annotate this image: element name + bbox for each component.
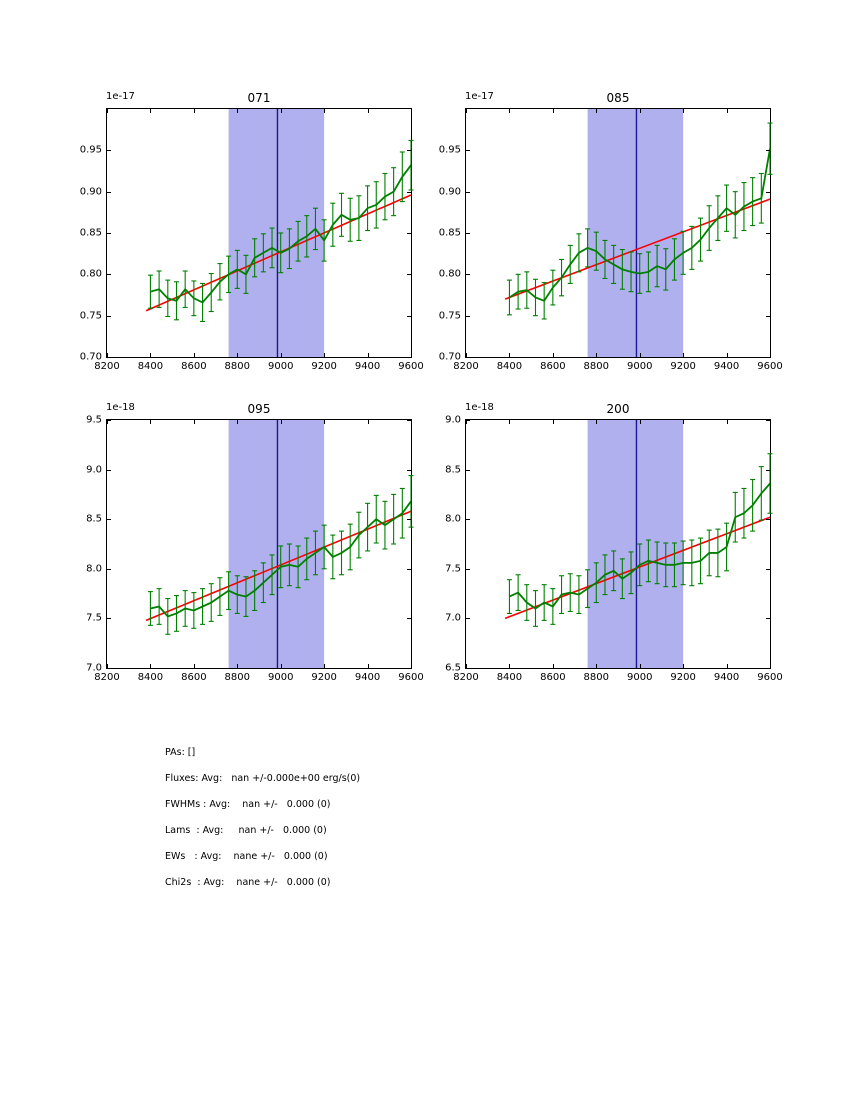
- panel-200-ytick-label: 8.0: [445, 513, 461, 525]
- summary-line-ews: EWs : Avg: nane +/- 0.000 (0): [165, 851, 328, 862]
- panel-200-xtick-label: 9200: [670, 672, 696, 683]
- panel-095-ytick-right: [407, 569, 411, 570]
- panel-095-ytick: [107, 569, 111, 570]
- panel-071-ytick: [107, 150, 111, 151]
- panel-071-ytick-label: 0.90: [79, 186, 102, 198]
- panel-200-ytick: [466, 569, 470, 570]
- panel-085: [438, 91, 783, 372]
- panel-095-ytick-right: [407, 668, 411, 669]
- summary-line-fwhms: FWHMs : Avg: nan +/- 0.000 (0): [165, 799, 331, 810]
- panel-095: [86, 402, 424, 683]
- panel-085-ytick-right: [766, 274, 770, 275]
- panel-071-xtick-top: [368, 109, 369, 113]
- summary-line-pas: PAs: []: [165, 747, 196, 758]
- panel-095-xtick-top: [194, 420, 195, 424]
- panel-071-ytick-label: 0.70: [79, 351, 102, 363]
- panel-095-ytick: [107, 668, 111, 669]
- panel-071-xtick-top: [281, 109, 282, 113]
- panel-085-ytick-label: 0.90: [438, 186, 461, 198]
- panel-200-xtick: [596, 664, 597, 668]
- panel-071-ytick-right: [407, 192, 411, 193]
- panel-095-ytick-right: [407, 618, 411, 619]
- panel-200-xtick-top: [596, 420, 597, 424]
- summary-line-lams: Lams : Avg: nan +/- 0.000 (0): [165, 825, 327, 836]
- panel-200-xtick: [683, 664, 684, 668]
- panel-071-ytick-label: 0.95: [79, 144, 102, 156]
- panel-071-xtick: [194, 353, 195, 357]
- panel-095-xtick-label: 8600: [181, 672, 207, 683]
- panel-085-xtick-label: 8200: [453, 361, 479, 372]
- panel-200-xtick: [727, 664, 728, 668]
- panel-095-xtick: [324, 664, 325, 668]
- panel-085-xtick-label: 8600: [540, 361, 566, 372]
- panel-095-ytick: [107, 519, 111, 520]
- panel-071-ytick-right: [407, 274, 411, 275]
- panel-095-canvas: [107, 420, 411, 668]
- panel-200-plot-area[interactable]: [445, 414, 783, 683]
- panel-095-title: 095: [247, 402, 271, 416]
- panel-071-xtick-label: 9200: [311, 361, 337, 372]
- panel-085-plot-area[interactable]: [438, 108, 783, 372]
- panel-085-canvas: [466, 109, 770, 357]
- panel-095-ytick: [107, 470, 111, 471]
- panel-200-xtick: [509, 664, 510, 668]
- panel-085-xtick: [640, 353, 641, 357]
- panel-200-ytick-label: 7.5: [445, 563, 461, 575]
- panel-095-xtick-label: 9400: [354, 672, 381, 683]
- panel-095-ytick-label: 9.5: [86, 414, 102, 426]
- panel-085-ytick-label: 0.95: [438, 144, 461, 156]
- panel-200-xtick-top: [553, 420, 554, 424]
- panel-085-ytick: [466, 150, 470, 151]
- panel-200-xtick-top: [640, 420, 641, 424]
- panel-200-xtick-label: 8800: [583, 672, 610, 683]
- panel-095-xtick: [107, 664, 108, 668]
- panel-085-ytick: [466, 274, 470, 275]
- panel-085-xtick: [683, 353, 684, 357]
- panel-085-xtick: [596, 353, 597, 357]
- panel-200-xtick-top: [466, 420, 467, 424]
- panel-071-xtick: [368, 353, 369, 357]
- panel-071-xtick-top: [194, 109, 195, 113]
- panel-071-xtick: [150, 353, 151, 357]
- panel-095-ytick-label: 8.0: [86, 563, 102, 575]
- panel-200-xtick-label: 9600: [757, 672, 783, 683]
- panel-071-ytick-label: 0.85: [79, 227, 102, 239]
- panel-095-xtick-label: 9600: [398, 672, 424, 683]
- panel-085-xtick-label: 9600: [757, 361, 783, 372]
- panel-200-xtick-label: 8200: [453, 672, 479, 683]
- panel-071-ytick: [107, 233, 111, 234]
- panel-085-xtick-label: 9400: [713, 361, 740, 372]
- panel-085-ytick-right: [766, 357, 770, 358]
- panel-200-title: 200: [606, 402, 630, 416]
- panel-200-ytick-right: [766, 569, 770, 570]
- panel-095-xtick-top: [281, 420, 282, 424]
- panel-085-xtick-label: 8400: [496, 361, 523, 372]
- panel-200-xtick: [553, 664, 554, 668]
- panel-085-offset-label: 1e-17: [465, 91, 494, 102]
- panel-085-xtick-top: [509, 109, 510, 113]
- panel-071-xtick-top: [237, 109, 238, 113]
- panel-200-xtick-label: 8600: [540, 672, 566, 683]
- panel-095-ytick-right: [407, 470, 411, 471]
- panel-095-ytick-right: [407, 519, 411, 520]
- panel-071-xtick-label: 9600: [398, 361, 424, 372]
- summary-line-fluxes: Fluxes: Avg: nan +/-0.000e+00 erg/s(0): [165, 773, 361, 784]
- panel-200-ytick: [466, 668, 470, 669]
- panel-095-xtick-top: [324, 420, 325, 424]
- panel-071-ytick-right: [407, 150, 411, 151]
- panel-095-xtick-label: 8800: [224, 672, 251, 683]
- panel-071-offset-label: 1e-17: [106, 91, 135, 102]
- panel-085-xtick-label: 9000: [626, 361, 653, 372]
- panel-095-xtick: [150, 664, 151, 668]
- panel-085-xtick-top: [727, 109, 728, 113]
- panel-071-ytick: [107, 357, 111, 358]
- panel-071-xtick-top: [411, 109, 412, 113]
- panel-085-xtick-top: [640, 109, 641, 113]
- panel-085-ytick-right: [766, 233, 770, 234]
- panel-200-ytick-right: [766, 668, 770, 669]
- panel-071-ytick-right: [407, 233, 411, 234]
- panel-071-canvas: [107, 109, 411, 357]
- panel-200-xtick: [770, 664, 771, 668]
- panel-200-ytick-label: 8.5: [445, 464, 461, 476]
- panel-085-ytick-label: 0.75: [438, 310, 461, 322]
- summary-text-block: [165, 740, 360, 896]
- panel-071-xtick: [237, 353, 238, 357]
- panel-085-xtick: [509, 353, 510, 357]
- panel-095-xtick: [368, 664, 369, 668]
- panel-200-ytick: [466, 618, 470, 619]
- panel-085-ytick: [466, 316, 470, 317]
- panel-095-xtick: [281, 664, 282, 668]
- panel-085-xtick-top: [770, 109, 771, 113]
- panel-200-ytick-right: [766, 618, 770, 619]
- panel-085-ytick-right: [766, 192, 770, 193]
- panel-071: [79, 91, 424, 372]
- panel-200: [445, 402, 783, 683]
- panel-071-xtick: [281, 353, 282, 357]
- panel-085-xtick-label: 8800: [583, 361, 610, 372]
- panel-200-xtick-label: 8400: [496, 672, 523, 683]
- panel-071-ytick: [107, 192, 111, 193]
- panel-095-xtick-label: 8200: [94, 672, 120, 683]
- panel-200-xtick-top: [683, 420, 684, 424]
- panel-095-ytick-label: 9.0: [86, 464, 102, 476]
- panel-071-plot-area[interactable]: [79, 108, 424, 372]
- panel-085-ytick-label: 0.70: [438, 351, 461, 363]
- panel-071-xtick-label: 8600: [181, 361, 207, 372]
- panel-095-xtick-label: 9200: [311, 672, 337, 683]
- panel-085-shaded-band: [588, 109, 684, 357]
- panel-095-shaded-band: [229, 420, 325, 668]
- panel-200-xtick-top: [509, 420, 510, 424]
- panel-085-ytick-label: 0.85: [438, 227, 461, 239]
- panel-095-ytick-label: 7.0: [86, 662, 102, 674]
- summary-line-chi2s: Chi2s : Avg: nane +/- 0.000 (0): [165, 877, 331, 888]
- panel-071-xtick: [324, 353, 325, 357]
- panel-085-ytick: [466, 233, 470, 234]
- panel-071-xtick: [107, 353, 108, 357]
- panel-200-xtick: [640, 664, 641, 668]
- panel-085-xtick-top: [596, 109, 597, 113]
- panel-200-ytick-label: 9.0: [445, 414, 461, 426]
- panel-085-ytick: [466, 357, 470, 358]
- panel-200-ytick-label: 7.0: [445, 612, 461, 624]
- panel-071-xtick-label: 8400: [137, 361, 164, 372]
- panel-085-xtick: [727, 353, 728, 357]
- panel-085-ytick: [466, 192, 470, 193]
- panel-085-xtick: [770, 353, 771, 357]
- panel-095-ytick: [107, 618, 111, 619]
- panel-095-xtick-top: [237, 420, 238, 424]
- panel-071-ytick-label: 0.80: [79, 268, 102, 280]
- panel-095-xtick-top: [368, 420, 369, 424]
- panel-095-xtick-top: [150, 420, 151, 424]
- panel-085-title: 085: [606, 91, 630, 105]
- panel-095-xtick-top: [411, 420, 412, 424]
- panel-200-xtick-label: 9400: [713, 672, 740, 683]
- panel-200-offset-label: 1e-18: [465, 402, 494, 413]
- panel-200-xtick-top: [770, 420, 771, 424]
- panel-095-plot-area[interactable]: [86, 414, 424, 683]
- panel-071-xtick-label: 8800: [224, 361, 251, 372]
- panel-085-ytick-right: [766, 316, 770, 317]
- panel-071-xtick-label: 9000: [267, 361, 294, 372]
- panel-085-xtick: [466, 353, 467, 357]
- panel-071-ytick-right: [407, 357, 411, 358]
- panel-085-ytick-label: 0.80: [438, 268, 461, 280]
- panel-071-ytick: [107, 316, 111, 317]
- panel-200-xtick-top: [727, 420, 728, 424]
- panel-200-xtick-label: 9000: [626, 672, 653, 683]
- panel-085-xtick: [553, 353, 554, 357]
- panel-085-xtick-label: 9200: [670, 361, 696, 372]
- panel-071-ytick-right: [407, 316, 411, 317]
- panel-200-shaded-band: [588, 420, 684, 668]
- panel-200-canvas: [466, 420, 770, 668]
- panel-095-xtick-label: 8400: [137, 672, 164, 683]
- panel-071-ytick-label: 0.75: [79, 310, 102, 322]
- panel-200-ytick-label: 6.5: [445, 662, 461, 674]
- panel-071-xtick-top: [150, 109, 151, 113]
- panel-200-ytick: [466, 519, 470, 520]
- panel-071-xtick-top: [107, 109, 108, 113]
- panel-095-xtick-label: 9000: [267, 672, 294, 683]
- panel-071-title: 071: [247, 91, 271, 105]
- panel-085-xtick-top: [466, 109, 467, 113]
- panel-200-ytick-right: [766, 470, 770, 471]
- panel-200-ytick: [466, 470, 470, 471]
- panel-095-xtick-top: [107, 420, 108, 424]
- panel-071-ytick: [107, 274, 111, 275]
- panel-095-offset-label: 1e-18: [106, 402, 135, 413]
- panel-095-ytick-label: 8.5: [86, 513, 102, 525]
- panel-200-ytick-right: [766, 519, 770, 520]
- panel-071-xtick: [411, 353, 412, 357]
- panel-095-xtick: [194, 664, 195, 668]
- panel-085-xtick-top: [553, 109, 554, 113]
- panel-071-xtick-label: 8200: [94, 361, 120, 372]
- panel-071-xtick-top: [324, 109, 325, 113]
- panel-071-xtick-label: 9400: [354, 361, 381, 372]
- panel-200-xtick: [466, 664, 467, 668]
- panel-085-ytick-right: [766, 150, 770, 151]
- panel-095-xtick: [237, 664, 238, 668]
- panel-085-xtick-top: [683, 109, 684, 113]
- panel-095-ytick-label: 7.5: [86, 612, 102, 624]
- panel-095-xtick: [411, 664, 412, 668]
